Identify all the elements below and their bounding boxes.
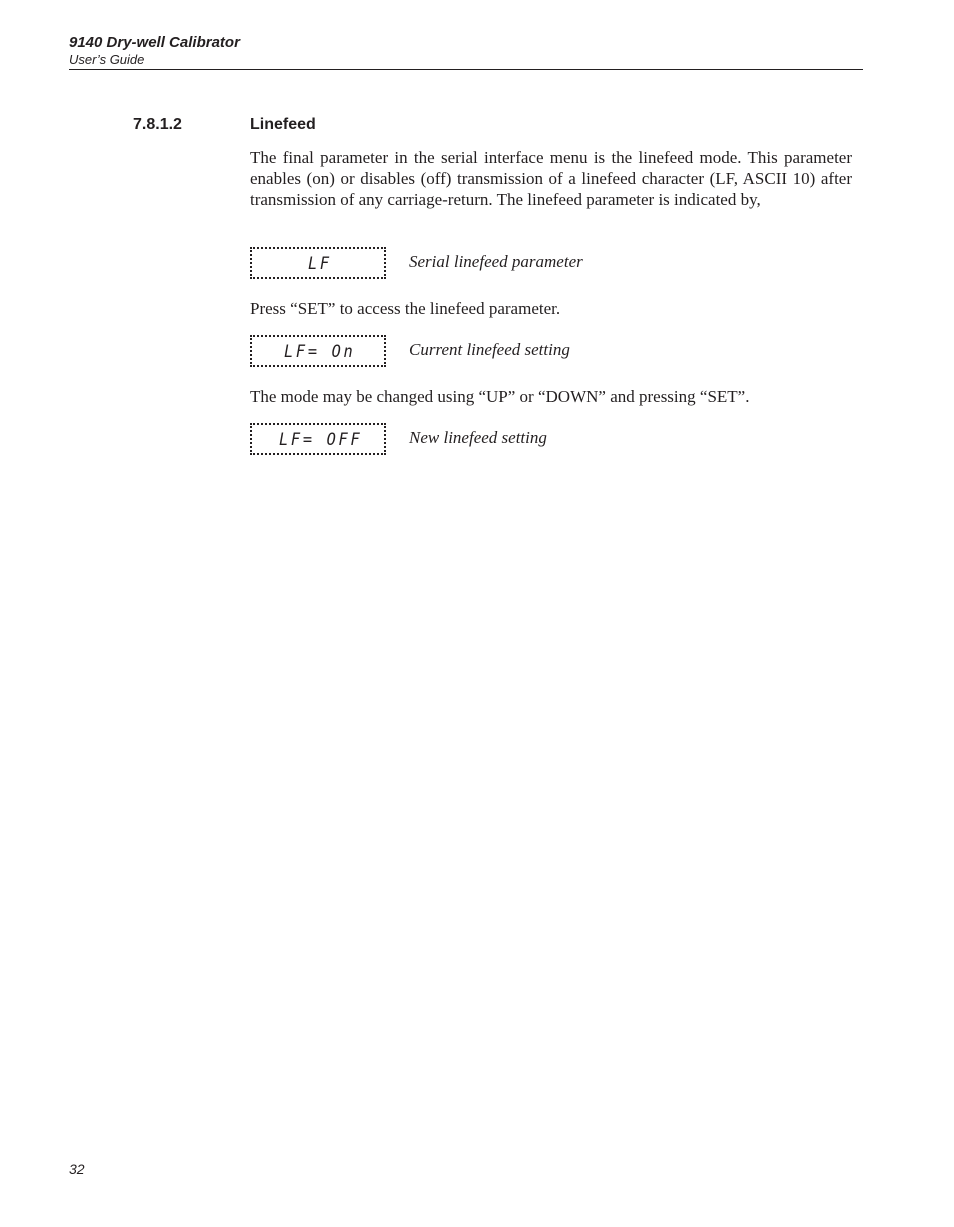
display-caption: Serial linefeed parameter xyxy=(409,252,583,271)
page-number: 32 xyxy=(69,1161,85,1177)
lcd-text: LF= OFF xyxy=(279,430,363,450)
lcd-text: LF= On xyxy=(284,342,356,362)
display-caption: New linefeed setting xyxy=(409,428,547,447)
lcd-display xyxy=(250,423,386,455)
document-subtitle: User’s Guide xyxy=(69,52,145,67)
intro-paragraph: The final parameter in the serial interface menu is the linefeed mode. This parameter enables (on) or disables (off) transmission of a linefeed character (LF, ASCII 10) after transmission of any carriage-return. The linefeed parameter is indicated by, xyxy=(250,148,852,209)
lcd-text: LF xyxy=(308,254,332,274)
document-title: 9140 Dry-well Calibrator xyxy=(69,34,240,51)
display-caption: Current linefeed setting xyxy=(409,340,570,359)
page-header xyxy=(69,34,863,70)
lcd-display xyxy=(250,335,386,367)
press-set-paragraph: Press “SET” to access the linefeed parameter. xyxy=(250,299,561,318)
lcd-display xyxy=(250,247,386,279)
section-number: 7.8.1.2 xyxy=(133,116,182,133)
section-title: Linefeed xyxy=(250,116,316,133)
mode-change-paragraph: The mode may be changed using “UP” or “DOWN” and pressing “SET”. xyxy=(250,387,750,406)
